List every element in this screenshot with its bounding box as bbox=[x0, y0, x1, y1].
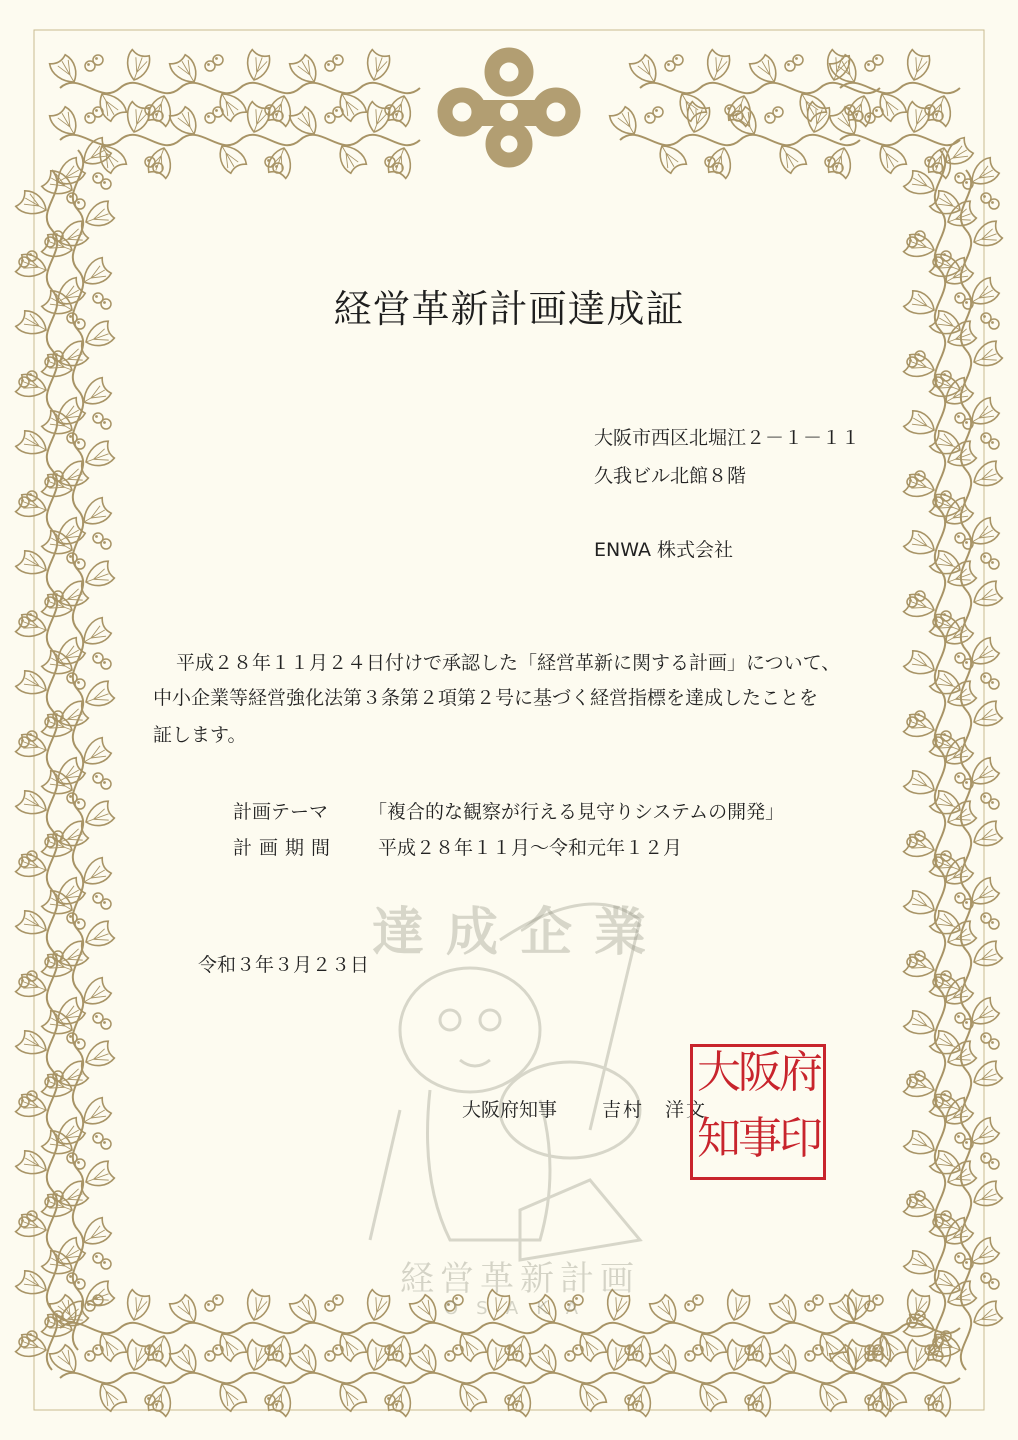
plan-period-label: 計画期間 bbox=[233, 837, 338, 859]
certificate-title: 経営革新計画達成証 bbox=[333, 287, 685, 331]
watermark-subtext: OSAKA bbox=[443, 1298, 597, 1319]
seal-char: 事 bbox=[738, 1113, 782, 1164]
seal-char: 府 bbox=[779, 1047, 823, 1098]
official-seal-stamp bbox=[690, 1044, 826, 1180]
prefecture-emblem-icon bbox=[424, 40, 594, 170]
signer-name: 吉村 洋文 bbox=[602, 1099, 708, 1121]
body-line-1: 平成２８年１１月２４日付けで承認した「経営革新に関する計画」について、 bbox=[176, 652, 841, 674]
watermark-top-text: 達成企業 bbox=[371, 902, 669, 963]
plan-theme-value: 「複合的な観察が行える見守りシステムの開発」 bbox=[368, 801, 785, 823]
seal-char: 印 bbox=[779, 1113, 823, 1164]
seal-char: 大 bbox=[697, 1047, 741, 1098]
address-line-1: 大阪市西区北堀江２－１－１１ bbox=[594, 427, 861, 449]
issue-date: 令和３年３月２３日 bbox=[198, 954, 370, 976]
signer-title: 大阪府知事 bbox=[462, 1099, 558, 1121]
address-line-2: 久我ビル北館８階 bbox=[594, 465, 747, 487]
seal-char: 知 bbox=[697, 1113, 741, 1164]
body-line-3: 証します。 bbox=[153, 724, 247, 746]
plan-period-value: 平成２８年１１月～令和元年１２月 bbox=[378, 837, 683, 859]
seal-char: 阪 bbox=[738, 1047, 782, 1098]
watermark-bottom-text: 経営革新計画 bbox=[400, 1259, 640, 1299]
body-line-2: 中小企業等経営強化法第３条第２項第２号に基づく経営指標を達成したことを bbox=[153, 687, 819, 709]
company-name: ENWA 株式会社 bbox=[594, 539, 734, 561]
plan-theme-label: 計画テーマ bbox=[233, 801, 329, 823]
